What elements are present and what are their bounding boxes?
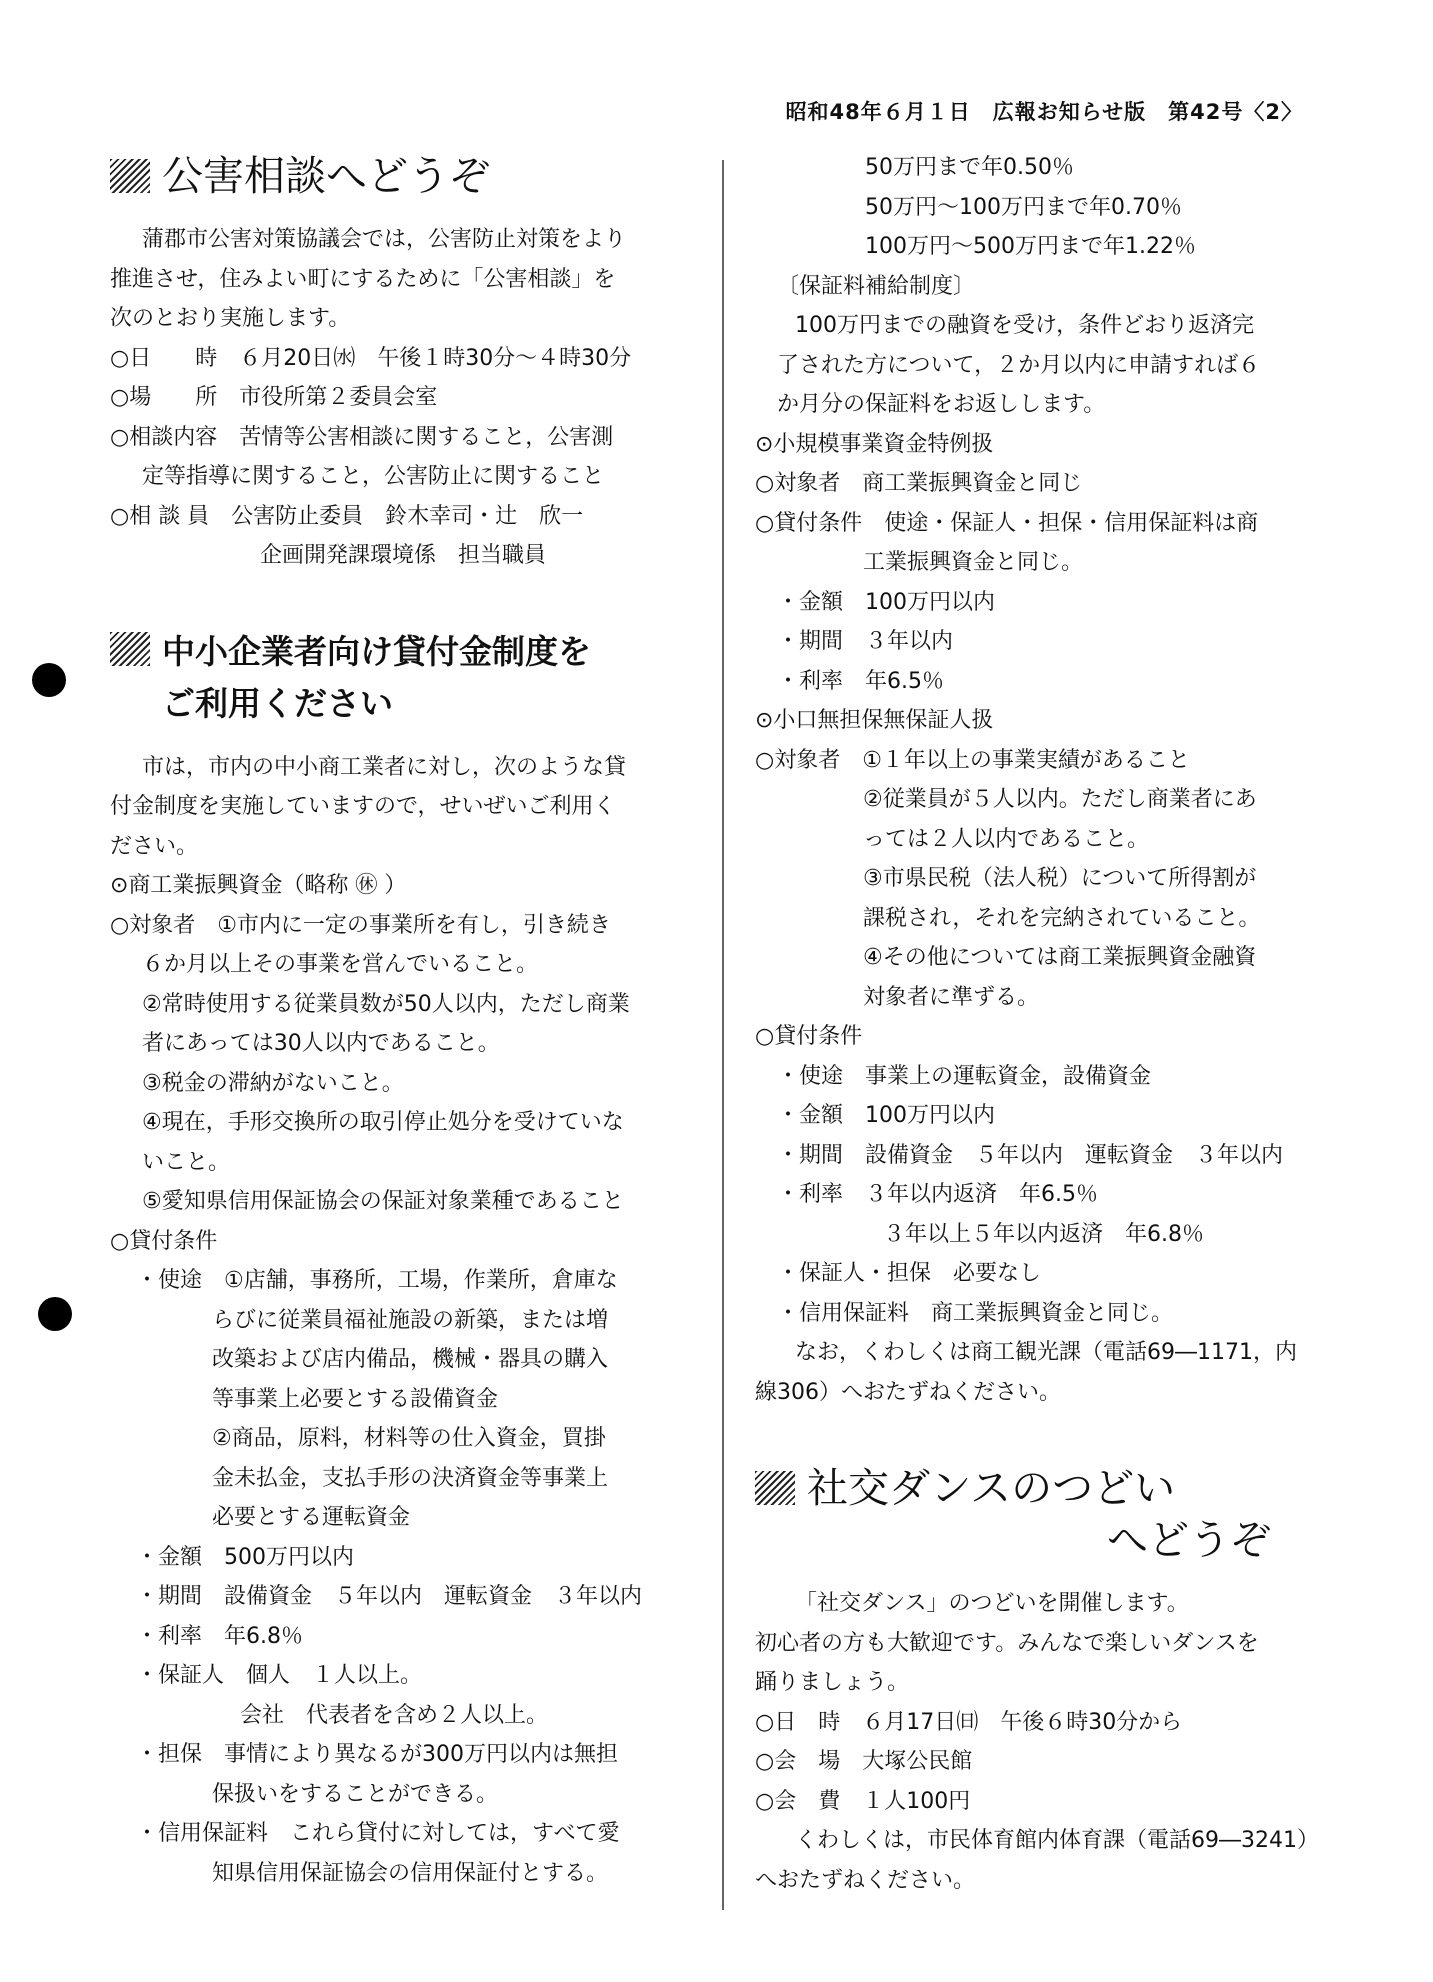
subheading: ⊙商工業振興資金（略称 ㊡ ） — [110, 873, 407, 898]
pollution-consultation-article — [110, 150, 710, 576]
body-text: 対象者に準ずる。 — [863, 984, 1040, 1010]
body-text: 100万円までの融資を受け，条件どおり返済完 — [795, 313, 1255, 338]
subheading: 〔保証料補給制度〕 — [777, 273, 976, 299]
body-text: ④その他については商工業振興資金融資 — [863, 945, 1257, 970]
left-column — [110, 150, 710, 1893]
body-text: っては２人以内であること。 — [863, 826, 1150, 852]
loan-term: ②商品，原料，材料等の仕入資金，買掛 — [212, 1426, 606, 1451]
body-text: 次のとおり実施します。 — [110, 306, 351, 331]
article-title: 公害相談へどうぞ — [162, 152, 490, 200]
loan-system-continued — [755, 148, 1345, 1412]
loan-term: ・信用保証料 これら貸付に対しては，すべて愛 — [136, 1821, 620, 1846]
detail-staff: ○相 談 員 公害防止委員 鈴木幸司・辻 欣一 — [110, 503, 584, 529]
hatch-bullet-icon — [755, 1471, 795, 1505]
loan-term: 知県信用保証協会の信用保証付とする。 — [212, 1860, 609, 1886]
right-column — [755, 148, 1345, 1900]
body-text: ださい。 — [110, 833, 199, 859]
loan-term: ・信用保証料 商工業振興資金と同じ。 — [777, 1300, 1174, 1326]
article-title: 中小企業者向け貸付金制度を — [162, 631, 591, 671]
detail-content: ○相談内容 苦情等公害相談に関すること，公害測 — [110, 424, 614, 450]
loan-term: ・利率 ３年以内返済 年6.5％ — [777, 1182, 1098, 1207]
body-text: 課税され，それを完納されていること。 — [863, 905, 1261, 931]
detail-fee: ○会 費 １人100円 — [755, 1788, 971, 1814]
body-text: いこと。 — [142, 1149, 231, 1175]
body-text: 者にあっては30人以内であること。 — [142, 1031, 500, 1056]
guarantee-rate: 50万円まで年0.50％ — [865, 155, 1074, 180]
column-divider — [722, 160, 724, 1910]
loan-term: ・担保 事情により異なるが300万円以内は無担 — [136, 1742, 618, 1767]
loan-term: 必要とする運転資金 — [212, 1505, 411, 1530]
body-text: ④現在，手形交換所の取引停止処分を受けていな — [142, 1110, 624, 1135]
social-dance-article — [755, 1462, 1345, 1900]
subheading: ⊙小口無担保無保証人扱 — [755, 708, 994, 733]
loan-term: ・期間 ３年以内 — [777, 629, 954, 654]
subheading: ○貸付条件 — [110, 1228, 218, 1254]
loan-term: 金未払金，支払手形の決済資金等事業上 — [212, 1465, 609, 1491]
loan-term: 改築および店内備品，機械・器具の購入 — [212, 1347, 609, 1372]
loan-heading — [110, 626, 710, 730]
contact-text: 線306）へおたずねください。 — [755, 1379, 1061, 1405]
detail-date: ○日 時 ６月17日㈰ 午後６時30分から — [755, 1709, 1183, 1735]
binder-hole — [38, 1297, 72, 1331]
body-text: 付金制度を実施していますので，せいぜいご利用く — [110, 794, 616, 819]
loan-term: ・期間 設備資金 ５年以内 運転資金 ３年以内 — [777, 1142, 1284, 1168]
body-text: 初心者の方も大歓迎です。みんなで楽しいダンスを — [755, 1630, 1259, 1656]
loan-term: ・利率 年6.8％ — [136, 1623, 303, 1649]
loan-term: らびに従業員福祉施設の新築，または増 — [212, 1307, 609, 1333]
detail-content: 定等指導に関すること，公害防止に関すること — [142, 464, 605, 489]
loan-term: ・期間 設備資金 ５年以内 運転資金 ３年以内 — [136, 1584, 643, 1609]
body-text: 「社交ダンス」のつどいを開催します。 — [795, 1591, 1189, 1616]
body-text: ○対象者 商工業振興資金と同じ — [755, 471, 1083, 496]
body-text: ②常時使用する従業員数が50人以内，ただし商業 — [142, 991, 630, 1017]
loan-term: ・金額 100万円以内 — [777, 589, 995, 615]
body-text: 推進させ，住みよい町にするために「公害相談」を — [110, 266, 616, 292]
issue-header: 昭和48年６月１日 広報お知らせ版 第42号〈2〉 — [785, 100, 1303, 124]
body-text: 了された方について，２か月以内に申請すれば６ — [777, 352, 1261, 378]
loan-term: ・保証人 個人 １人以上。 — [136, 1663, 423, 1688]
article-title: へどうぞ — [1107, 1516, 1271, 1564]
body-text: ６か月以上その事業を営んでいること。 — [142, 952, 539, 977]
loan-term: ・使途 事業上の運転資金，設備資金 — [777, 1063, 1152, 1089]
article-title: ご利用ください — [162, 683, 393, 723]
guarantee-rate: 50万円～100万円まで年0.70％ — [865, 194, 1182, 220]
body-text: ○貸付条件 使途・保証人・担保・信用保証料は商 — [755, 510, 1259, 536]
loan-term: 等事業上必要とする設備資金 — [212, 1386, 499, 1412]
loan-term: ・金額 100万円以内 — [777, 1103, 995, 1128]
detail-place: ○場 所 市役所第２委員会室 — [110, 385, 438, 410]
loan-term: 会社 代表者を含め２人以上。 — [240, 1702, 549, 1728]
pollution-heading — [110, 150, 710, 202]
contact-text: なお，くわしくは商工観光課（電話69―1171，内 — [795, 1340, 1297, 1365]
contact-text: くわしくは，市民体育館内体育課（電話69―3241） — [795, 1828, 1319, 1853]
detail-place: ○会 場 大塚公民館 — [755, 1749, 973, 1774]
hatch-bullet-icon — [110, 632, 150, 666]
article-title: 社交ダンスのつどい — [807, 1464, 1176, 1512]
loan-term: ・保証人・担保 必要なし — [777, 1261, 1042, 1286]
subheading: ⊙小規模事業資金特例扱 — [755, 431, 994, 457]
loan-term: ３年以上５年以内返済 年6.8％ — [883, 1221, 1204, 1247]
body-text: ○対象者 ①市内に一定の事業所を有し，引き続き — [110, 912, 611, 938]
binder-hole — [32, 663, 66, 697]
body-text: か月分の保証料をお返しします。 — [777, 392, 1106, 417]
body-text: 市は，市内の中小商工業者に対し，次のような貸 — [142, 754, 627, 780]
loan-system-article — [110, 626, 710, 1894]
body-text: ○対象者 ①１年以上の事業実績があること — [755, 747, 1190, 773]
hatch-bullet-icon — [110, 159, 150, 193]
dance-heading — [755, 1462, 1345, 1566]
body-text: ⑤愛知県信用保証協会の保証対象業種であること — [142, 1189, 624, 1214]
guarantee-rate: 100万円～500万円まで年1.22％ — [865, 234, 1196, 259]
body-text: ②従業員が５人以内。ただし商業者にあ — [863, 787, 1257, 812]
body-text: 蒲郡市公害対策協議会では，公害防止対策をより — [142, 227, 627, 252]
loan-term: ・利率 年6.5％ — [777, 668, 944, 694]
body-text: 踊りましょう。 — [755, 1670, 910, 1695]
loan-term: ・使途 ①店舗，事務所，工場，作業所，倉庫な — [136, 1268, 618, 1293]
subheading: ○貸付条件 — [755, 1024, 863, 1049]
contact-text: へおたずねください。 — [755, 1867, 976, 1893]
detail-staff: 企画開発課環境係 担当職員 — [260, 543, 547, 568]
loan-term: ・金額 500万円以内 — [136, 1544, 354, 1570]
detail-date: ○日 時 ６月20日㈬ 午後１時30分～４時30分 — [110, 345, 632, 371]
loan-term: 保扱いをすることができる。 — [212, 1781, 499, 1807]
body-text: 工業振興資金と同じ。 — [863, 550, 1084, 575]
body-text: ③市県民税（法人税）について所得割が — [863, 866, 1257, 891]
body-text: ③税金の滞納がないこと。 — [142, 1070, 404, 1096]
